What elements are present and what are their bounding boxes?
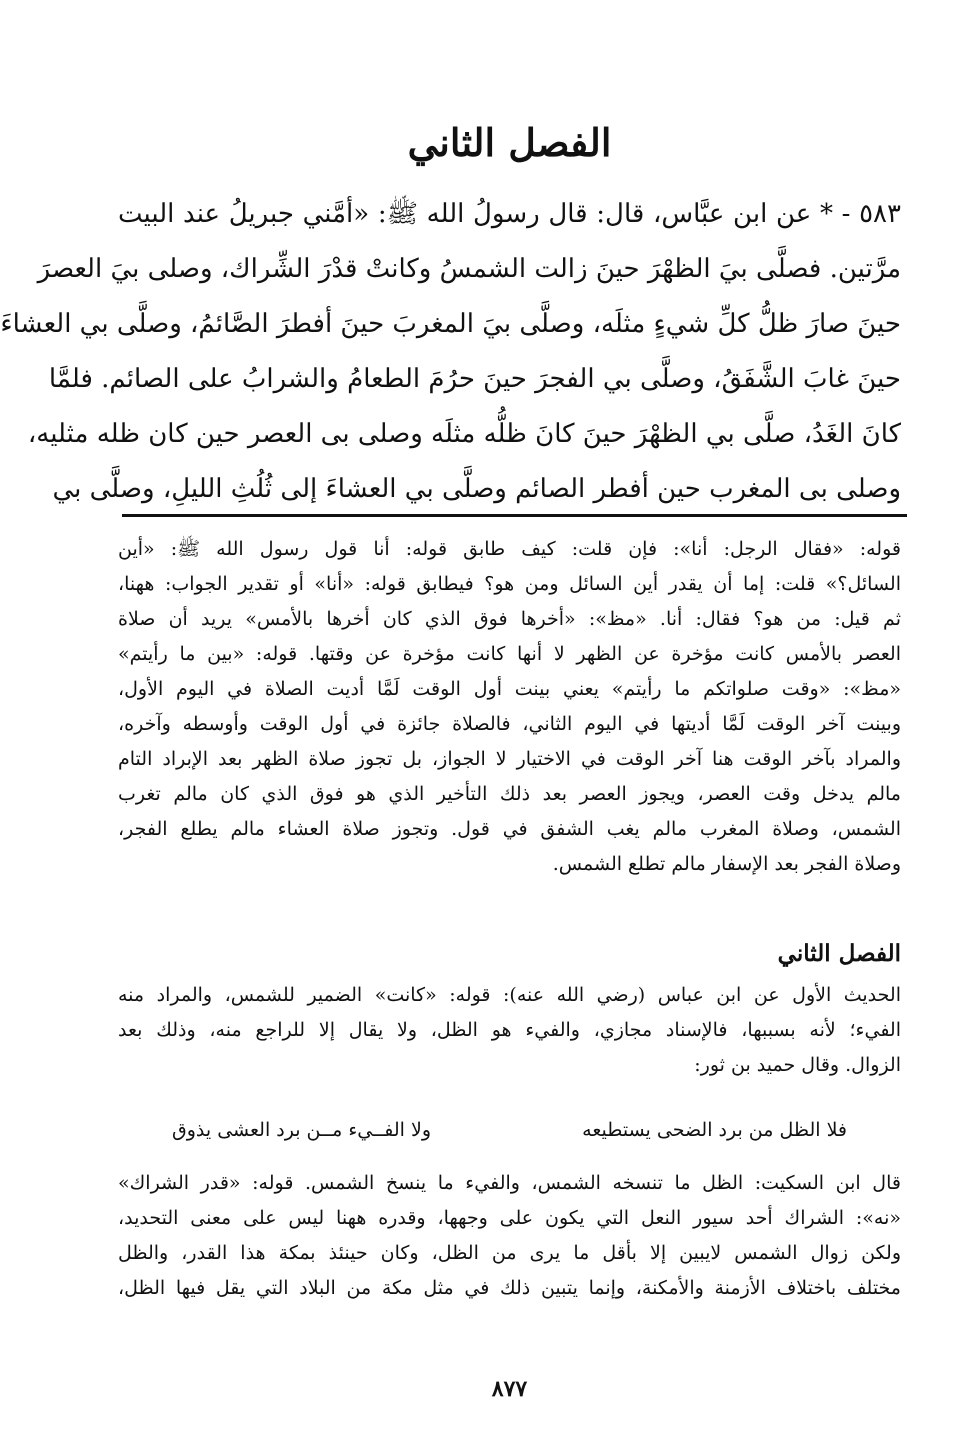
poetry-verse <box>118 1112 901 1150</box>
commentary-line: «مظ»: «وقت صلواتكم ما رأيتم» يعني بينت أول الوقت لَمَّا أديت الصلاة في اليوم الأول، <box>118 678 901 700</box>
commentary-line: الشمس، وصلاة المغرب مالم يغب الشفق في قول. وتجوز صلاة العشاء مالم يطلع الفجر، <box>118 818 901 840</box>
commentary-line: الزوال. وقال حميد بن ثور: <box>694 1054 901 1076</box>
commentary-line: والمراد بآخر الوقت هنا آخر الوقت في الاختيار لا الجواز، بل تجوز صلاة الظهر بعد الإبراد التام <box>118 748 901 770</box>
commentary-text <box>118 532 901 882</box>
commentary-line: مختلف باختلاف الأزمنة والأمكنة، وإنما يتبين ذلك في مثل مكة من البلاد التي يقل فيها الظل، <box>118 1277 901 1299</box>
commentary-line: وبينت آخر الوقت لَمَّا أديتها في اليوم الثاني، فالصلاة جائزة في أول الوقت وأوسطه وآخره، <box>118 713 901 735</box>
section-commentary <box>118 978 901 1083</box>
commentary-line: السائل؟» قلت: إما أن يقدر أين السائل ومن هو؟ فيطابق قوله: «أنا» أو تقدير الجواب: ههنا، <box>118 573 901 595</box>
page-number: ٨٧٧ <box>491 1376 528 1402</box>
commentary-line: وصلاة الفجر بعد الإسفار مالم تطلع الشمس. <box>552 853 901 875</box>
commentary-line: الفيء؛ لأنه بسببها، فالإسناد مجازي، والفيء هو الظل، ولا يقال إلا للراجع منه، وذلك بعد <box>118 1019 901 1041</box>
hadith-line: كانَ الغَدُ، صلَّى بي الظهْرَ حينَ كانَ ظلُّه مثلَه وصلى بى العصر حين كان ظله مثليه، <box>27 419 901 449</box>
verse-second-hemistich: ولا الفــيء مــن برد العشى يذوق <box>172 1119 431 1141</box>
hadith-line: حينَ غابَ الشَّفَقُ، وصلَّى بي الفجرَ حينَ حرُمَ الطعامُ والشرابُ على الصائم. فلمَّا <box>48 364 901 394</box>
verse-first-hemistich: فلا الظل من برد الضحى يستطيعه <box>582 1119 847 1141</box>
commentary-line: قال ابن السكيت: الظل ما تنسخه الشمس، والفيء ما ينسخ الشمس. قوله: «قدر الشراك» <box>118 1172 901 1194</box>
hadith-text <box>0 190 901 520</box>
commentary-line: ولكن زوال الشمس لايبين إلا بأقل ما يرى من الظل، وكان حينئذ بمكة هذا القدر، والظل <box>118 1242 901 1264</box>
commentary-line: مالم يدخل وقت العصر، ويجوز العصر بعد ذلك التأخير الذي هو فوق الذي كان مالم تغرب <box>118 783 901 805</box>
closing-commentary <box>118 1166 901 1306</box>
chapter-heading: الفصل الثاني <box>407 120 612 165</box>
separator-rule <box>122 514 907 517</box>
hadith-line: وصلى بى المغرب حين أفطر الصائم وصلَّى بي العشاءَ إلى ثُلُثِ الليلِ، وصلَّى بي <box>52 474 901 504</box>
commentary-line: «نه»: الشراك أحد سيور النعل التي يكون على وجهها، وقدره ههنا ليس على معنى التحديد، <box>118 1207 901 1229</box>
section-subheading: الفصل الثاني <box>777 940 901 967</box>
hadith-line: ٥٨٣ - * عن ابن عبَّاس، قال: قال رسولُ الله ﷺ: «أمَّني جبريلُ عند البيت <box>118 199 901 229</box>
hadith-line: حينَ صارَ ظلُّ كلِّ شيءٍ مثلَه، وصلَّى بيَ المغربَ حينَ أفطرَ الصَّائمُ، وصلَّى بي العشاءَ <box>0 309 901 339</box>
commentary-line: قوله: «فقال الرجل: أنا»: فإن قلت: كيف طابق قوله: أنا قول رسول الله ﷺ: «أين <box>118 538 901 560</box>
commentary-line: ثم قيل: من هو؟ فقال: أنا. «مظ»: «أخرها فوق الذي كان أخرها بالأمس» يريد أن صلاة <box>118 608 901 630</box>
hadith-line: مرَّتين. فصلَّى بيَ الظهْرَ حينَ زالت الشمسُ وكانتْ قدْرَ الشِّراك، وصلى بيَ العصرَ <box>37 254 901 284</box>
commentary-line: الحديث الأول عن ابن عباس (رضي الله عنه): قوله: «كانت» الضمير للشمس، والمراد منه <box>118 984 901 1006</box>
commentary-line: العصر بالأمس كانت مؤخرة عن الظهر لا أنها كانت مؤخرة عن وقتها. قوله: «بين ما رأيتم» <box>118 643 901 665</box>
